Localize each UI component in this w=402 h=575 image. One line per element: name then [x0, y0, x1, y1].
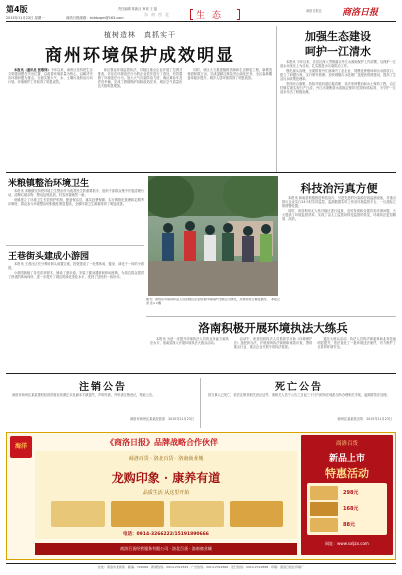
kejiao-para-1: 本报讯 商南县积极推进科技治污，引进先进的污染源在线监测设备，对重点排污企业实行24小时实时监控，监测数据实时上传至环境监管平台，一旦超标立即预警处置。 [282, 196, 396, 209]
lead-para-2: 该区强化环境监管执法，对辖区重点企业开展了拉网式排查，对存在环境违法行为的企业依法进行了查处，有效震慑了环境违法行为。加大大气污染防治力度，淘汰黄标车及老旧车辆，完成了燃煤锅炉拆除改造任务，城区空气质量优良天数明显增加。 [97, 68, 183, 89]
lead-para-1: 今年以来，商州区坚持把生态文明建设摆在突出位置，以改善环境质量为核心，以解决突出环境问题为重点，全面实施大气、水、土壤污染防治行动计划，环境保护工作取得了明显成效。 [8, 68, 93, 85]
meihu-title: 米粮镇整治环境卫生 [8, 179, 90, 189]
ad-store-line: 商洛百货经营服务有限公司 · 洛北百货 · 洛南商业城 [35, 543, 297, 555]
header-rule [6, 21, 396, 22]
lead-photo-caption: 图为：商州区环保局执法人员在辖区企业检查环境保护设施运行情况，并现场进行督促整改。 本报记者 张××摄 [146, 298, 280, 305]
kejiao-title: 科技治污真方便 [300, 182, 378, 195]
kejiao-body [282, 196, 396, 312]
clean-river-title-1: 加强生态建设 [305, 30, 371, 43]
ad-right-items [307, 483, 387, 535]
section-bracket-left [190, 9, 193, 20]
kejiao-para-2: 同时，该县利用无人机对辖区进行巡查，及时发现和处置各类环境问题，大大提高了环境监管效率，实现了由人工监管向科技监管的转变，环境执法更加精准、高效。 [282, 208, 396, 222]
ad-product-3 [170, 501, 224, 527]
tab-xi: 西 [158, 12, 162, 17]
section-bracket-right [237, 9, 240, 20]
lead-column-1 [8, 68, 93, 167]
notice-left-body: 商洛市商州区某某建材经营部营业执照正本及副本不慎遗失，声明作废，并申请注销登记，特此公告。 [12, 393, 156, 397]
wang-para-1: 本报讯 王巷社区充分利用街头闲置空地，投资建成了一处集休闲、健身、绿化于一体的小游园。 [8, 262, 144, 271]
lead-para-3: 同时，该区大力推进植树造林和生态修复工程，新增造林面积数万亩，完成退耕还林及荒山绿化任务，全区森林覆盖率稳步提升，城乡人居环境得到了明显改善。 [187, 68, 273, 81]
ad-block [6, 432, 396, 560]
meihu-para-1: 本报讯 米粮镇坚持把环境卫生整治作为改善民生的重要抓手，组织干部群众集中开展清理行动，清理垃圾杂物、整治乱堆乱放，村容村貌焕然一新。 [8, 189, 144, 198]
ad-partner-title: 《商洛日报》品牌战略合作伙伴 [106, 437, 218, 447]
ad-right-title: 商洛百货 [335, 441, 358, 447]
lead-column-2 [98, 68, 183, 167]
meihu-body [8, 189, 144, 241]
luonan-title: 洛南积极开展环境执法大练兵 [198, 321, 348, 335]
tab-nan: 南 [151, 12, 155, 17]
ad-right-main: 特惠活动 [325, 467, 369, 480]
lead-photo-image [148, 176, 278, 296]
lead-column-3 [187, 68, 272, 167]
clean-river-para-1: 本报讯 今年以来，各县区深入贯彻落实丹江水源地保护工作部署，以保护一江清水永续北上为目标，扎实推进水污染防治工作。 [280, 60, 396, 69]
wang-body [8, 262, 144, 362]
date-line: 2015年11月23日 星期一 [6, 16, 45, 20]
clean-river-para-2: 强化源头治理，全面排查丹江流域内工业企业、规模化养殖场和污水排放口，建立了问题台账，实行销号管理；加快城镇污水处理厂及配套管网建设，提高了生活污水收集处理率。 [280, 68, 396, 81]
ad-right-item-2 [310, 502, 338, 516]
ad-brand-main: 龙购印象 · 康养有道 [111, 471, 221, 485]
ad-website: 网址：www.sxljzx.com [325, 541, 369, 546]
header [6, 4, 396, 28]
luonan-para-2: 活动中，该县组织执法人员系统学习新《环境保护法》及配套办法，开展现场执法演练和案卷评查，围绕重点行业、重点企业开展专项执法检查。 [233, 337, 313, 350]
ad-phone: 电话：0914-3266222/15191890666 [123, 532, 209, 537]
ad-product-1 [51, 501, 105, 527]
wang-title: 王巷街头建成小游园 [8, 252, 90, 262]
wang-para-2: 小游园栽植了各类花草树木，铺设了游步道，安装了健身器材和休闲座椅，为周边群众提供了舒适的休闲场所，进一步提升了城区的绿化美化水平，受到了居民的一致好评。 [8, 270, 144, 279]
ad-left-logo-text: 海洋 [14, 443, 27, 450]
ad-product-4 [230, 501, 284, 527]
ad-price-3: 88元 [343, 522, 355, 528]
masthead-note: 商洛日报社 [306, 9, 322, 13]
luonan-body [150, 337, 396, 371]
section-rule-2 [6, 245, 144, 246]
luonan-column-2 [234, 337, 313, 371]
clean-river-title-2: 呵护一江清水 [305, 45, 371, 58]
luonan-column-1 [150, 337, 229, 371]
clean-river-para-3: 坚持综合施策，持续开展河道垃圾清理、非法采砂整治和水土保持工程，沿江村镇垃圾实现日产日清，丹江出境断面水质稳定保持在国家Ⅱ类标准，为守护一江清水作出了积极贡献。 [280, 81, 396, 94]
ad-brand-top: 商洛百货 · 洛北百货 · 洛南商业城 [128, 456, 204, 462]
clean-river-body [280, 60, 396, 168]
lead-byline: 本报讯（通讯员 张敬炜） [14, 68, 51, 72]
lead-photo [148, 176, 278, 296]
notice-right-sign: 商州区某某派出所 2015年11月23日 [337, 417, 392, 421]
ad-right-panel [301, 435, 393, 555]
footer-rule [6, 563, 396, 564]
ad-brand-tag: 品质生活 从这里开始 [142, 490, 190, 496]
lead-kicker: 植树造林 真抓实干 [104, 31, 176, 39]
section-rule-3 [146, 316, 396, 317]
editor-line: 责任编辑 郭新社 审读 王 磊 [118, 7, 158, 11]
paper-logo: 商洛日报 [342, 8, 379, 18]
page-number: 第4版 [6, 5, 28, 14]
notice-right-title: 死亡公告 [275, 382, 323, 393]
lead-title: 商州环境保护成效明显 [45, 46, 235, 66]
ad-right-sub: 新品上市 [328, 454, 365, 464]
section-title: 生 态 [196, 11, 223, 21]
luonan-column-3 [317, 337, 396, 371]
footer-text: 社址：商洛市北新街 · 邮编：726000 · 新闻热线：0914-2312345 · 广告热线：0914-2312666 · 发行热线：0914-2312888 · 印刷：商洛日报社印刷厂 [98, 565, 304, 569]
email-line: 商洛日报邮箱：sldrbzgm@163.com [66, 16, 124, 20]
notice-divider [200, 378, 201, 428]
section-rule-1 [6, 172, 396, 173]
notice-right-body: 因当事人已死亡，依法注销其相关登记证件，请相关人员于公告之日起三十日内到所在地派出所办理相关手续，逾期将依法处理。 [208, 393, 390, 397]
luonan-para-1: 本报讯 为进一步提升环境执法人员的业务能力和执法水平，洛南县深入开展环境执法大练兵活动。 [150, 337, 229, 346]
ad-left-logo [10, 436, 32, 458]
tab-bei: 北 [165, 12, 169, 17]
luonan-para-3: 通过大练兵活动，执法人员的法律素养和业务技能明显提升，依法查处了一批环境违法案件，有力维护了全县的环境安全。 [317, 337, 397, 350]
ad-product-2 [111, 501, 165, 527]
meihu-para-2: 该镇建立了环境卫生长效管护机制，配备保洁员，落实经费保障，实行网格化管理和定期考评制度，群众参与环境整治的积极性明显提高，全镇环境卫生面貌得到了明显改善。 [8, 197, 144, 206]
column-divider-top [276, 26, 277, 173]
ad-price-1: 298元 [343, 490, 359, 496]
ad-price-2: 168元 [343, 506, 359, 512]
ad-right-item-1 [310, 486, 338, 500]
ad-right-item-3 [310, 518, 338, 532]
lead-body [8, 68, 272, 167]
ad-product-row [51, 501, 283, 527]
notice-left-sign: 商洛市商州区某某经营部 2015年11月23日 [129, 417, 194, 421]
tab-dong: 东 [144, 12, 148, 17]
notice-left-title: 注销公告 [79, 382, 127, 393]
section-rule-4 [6, 373, 396, 374]
